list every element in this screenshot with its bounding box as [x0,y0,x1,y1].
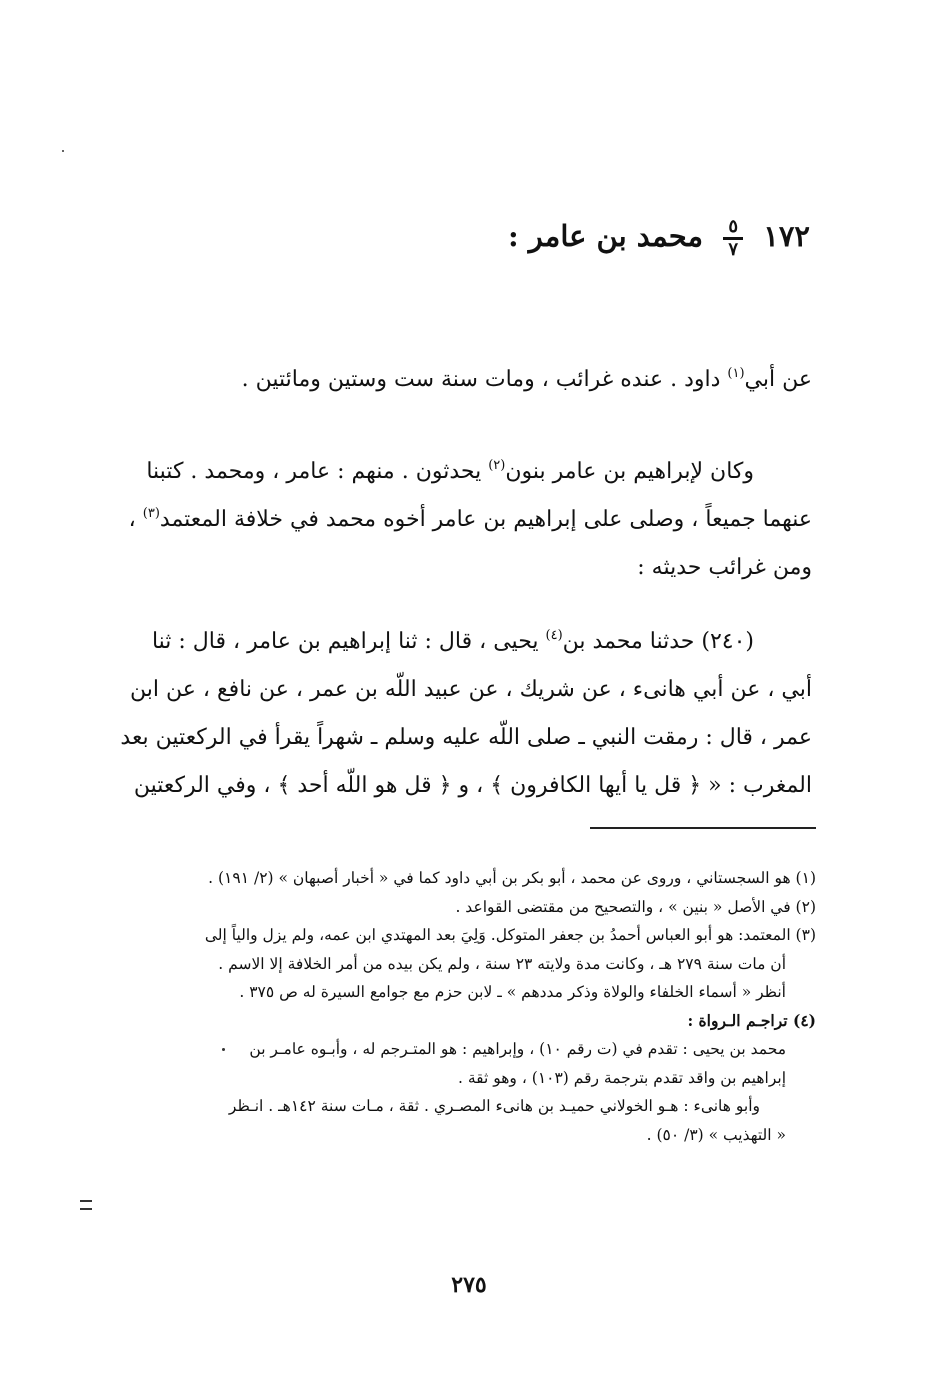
text-run: داود . عنده غرائب ، ومات سنة ست وستين ومائتين . [241,367,728,392]
page-number: ٢٧٥ [451,1272,487,1298]
footnote-ref: (٣) [142,506,160,521]
margin-mark [80,1200,92,1210]
text-line: عمر ، قال : رمقت النبي ـ صلى اللّه عليه وسلم ـ شهراً يقرأ في الركعتين بعد [120,725,812,750]
text-run: عنهما جميعاً ، وصلى على إبراهيم بن عامر أخوه محمد في خلافة المعتمد [159,507,812,532]
footnote-separator [590,827,816,829]
footnote-4-line: « التهذيب » (٣/ ٥٠) . [646,1125,786,1144]
footnote-3-line: أنظر « أسماء الخلفاء والولاة وذكر مددهم » ـ لابن حزم مع جوامع السيرة له ص ٣٧٥ . [239,983,786,1001]
fraction-denominator: ٧ [728,238,738,260]
footnote-4-title: (٤) تراجـم الـرواة : [687,1010,816,1030]
footnote-3: (٣) المعتمد: هو أبو العباس أحمدُ بن جعفر المتوكل. وَلِيَ بعد المهتدي ابن عمه، ولم يزل والياً إلى [204,926,816,944]
entry-fraction [723,215,743,260]
text-run: يحيى ، قال : ثنا إبراهيم بن عامر ، قال : ثنا [151,629,546,654]
footnote-4-line: إبراهيم بن واقد تقدم بترجمة رقم (١٠٣) ، وهو ثقة . [457,1068,786,1087]
text-line: ومن غرائب حديثه : [637,555,812,580]
footnote-2: (٢) في الأصل « بنين » ، والتصحيح من مقتضى القواعد . [455,897,816,916]
scan-speck [62,150,64,152]
text-run: (٢٤٠) حدثنا محمد بن [562,629,754,654]
text-run: وكان لإبراهيم بن عامر بنون [505,459,754,484]
paragraph-sons [122,448,812,592]
text-line: أبي ، عن أبي هانىء ، عن شريك ، عن عبيد اللّه بن عمر ، عن نافع ، عن ابن [130,677,812,702]
text-run: ، [128,507,143,532]
footnote-1: (١) هو السجستاني ، وروى عن محمد ، أبو بكر بن أبي داود كما في « أخبار أصبهان » (٢/ ١٩١) . [208,869,816,887]
entry-heading [290,206,810,266]
scan-speck [222,1048,225,1051]
text-line [122,356,812,404]
entry-name: محمد بن عامر : [507,219,704,253]
footnote-ref: (٤) [545,628,563,643]
footnote-ref: (٢) [488,458,506,473]
text-run: عن أبي [744,367,812,392]
footnote-3-line: أن مات سنة ٢٧٩ هـ ، وكانت مدة ولايته ٢٣ سنة ، ولم يكن بيده من أمر الخلافة إلا الاسم . [218,954,786,973]
entry-number: ١٧٢ [763,219,810,253]
text-line [122,496,812,544]
text-run: يحدثون . منهم : عامر ، ومحمد . كتبنا [146,459,489,484]
paragraph-intro [122,356,812,404]
text-line: المغرب : « ﴿ قل يا أيها الكافرون ﴾ ، و ﴿ قل هو اللّه أحد ﴾ ، وفي الركعتين [133,773,812,798]
fraction-numerator: ٥ [728,215,738,237]
text-line [122,618,812,666]
paragraph-hadith [122,618,812,810]
footnote-4-line: وأبو هانىء : هـو الخولاني حميـد بن هانىء المصـري . ثقة ، مـات سنة ١٤٢هـ . انـظر [228,1097,760,1115]
footnote-4-line: محمد بن يحيى : تقدم في (ت رقم ١٠) ، وإبراهيم : هو المتـرجم له ، وأبـوه عامـر بن [249,1040,786,1058]
footnote-ref: (١) [727,366,745,381]
footnotes [96,864,816,1149]
text-line [122,448,812,496]
